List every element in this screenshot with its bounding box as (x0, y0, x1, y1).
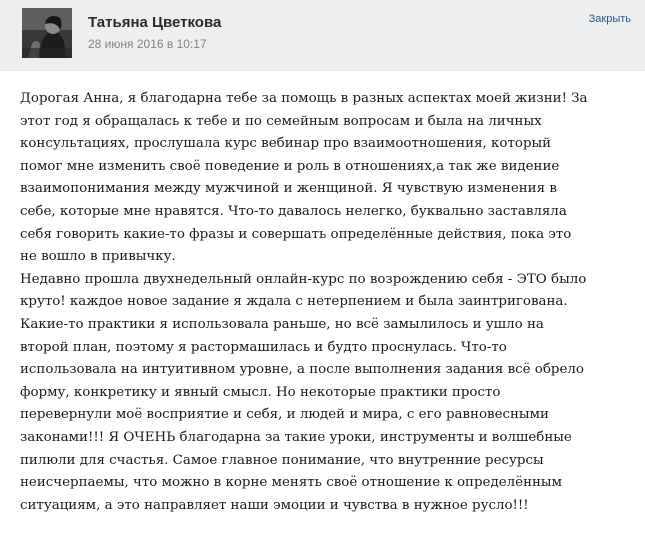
post-line: круто! каждое новое задание я ждала с нетерпением и была заинтригована. (20, 294, 568, 310)
post-line: второй план, поэтому я растормашилась и будто проснулась. Что-то (20, 339, 507, 355)
post-line: ситуациям, а это направляет наши эмоции и чувства в нужное русло!!! (20, 497, 529, 513)
post-line: пилюли для счастья. Самое главное понимание, что внутренние ресурсы (20, 452, 544, 468)
avatar[interactable] (22, 8, 72, 58)
post-line: законами!!! Я ОЧЕНЬ благодарна за такие уроки, инструменты и волшебные (20, 429, 572, 445)
post-line: Недавно прошла двухнедельный онлайн-курс по возрождению себя - ЭТО было (20, 271, 587, 287)
post-line: этот год я обращалась к тебе и по семейным вопросам и была на личных (20, 113, 542, 129)
post-line: Какие-то практики я использовала раньше, но всё замылилось и ушло на (20, 316, 544, 332)
post-line: консультациях, прослушала курс вебинар про взаимоотношения, который (20, 136, 552, 152)
post-text (20, 88, 630, 517)
post-date[interactable]: 28 июня 2016 в 10:17 (88, 37, 207, 51)
post-line: себе, которые мне нравятся. Что-то давалось нелегко, буквально заставляла (20, 203, 567, 219)
post-line: не вошло в привычку. (20, 249, 176, 265)
post-line: использовала на интуитивном уровне, а после выполнения задания всё обрело (20, 362, 584, 378)
close-button[interactable]: Закрыть (588, 13, 631, 25)
post-line: перевернули моё восприятие и себя, и людей и мира, с его равновесными (20, 407, 549, 423)
post-line: Дорогая Анна, я благодарна тебе за помощь в разных аспектах моей жизни! За (20, 91, 588, 106)
post-header (0, 0, 645, 71)
user-photo-icon (22, 8, 72, 58)
post-line: форму, конкретику и явный смысл. Но некоторые практики просто (20, 384, 501, 400)
post-line: помог мне изменить своё поведение и роль в отношениях,а так же видение (20, 158, 560, 174)
author-name[interactable]: Татьяна Цветкова (88, 14, 222, 31)
post-line: взаимопонимания между мужчиной и женщиной. Я чувствую изменения в (20, 181, 557, 197)
post-line: себя говорить какие-то фразы и совершать определённые действия, пока это (20, 226, 572, 242)
post-line: неисчерпаемы, что можно в корне менять своё отношение к определённым (20, 475, 563, 491)
